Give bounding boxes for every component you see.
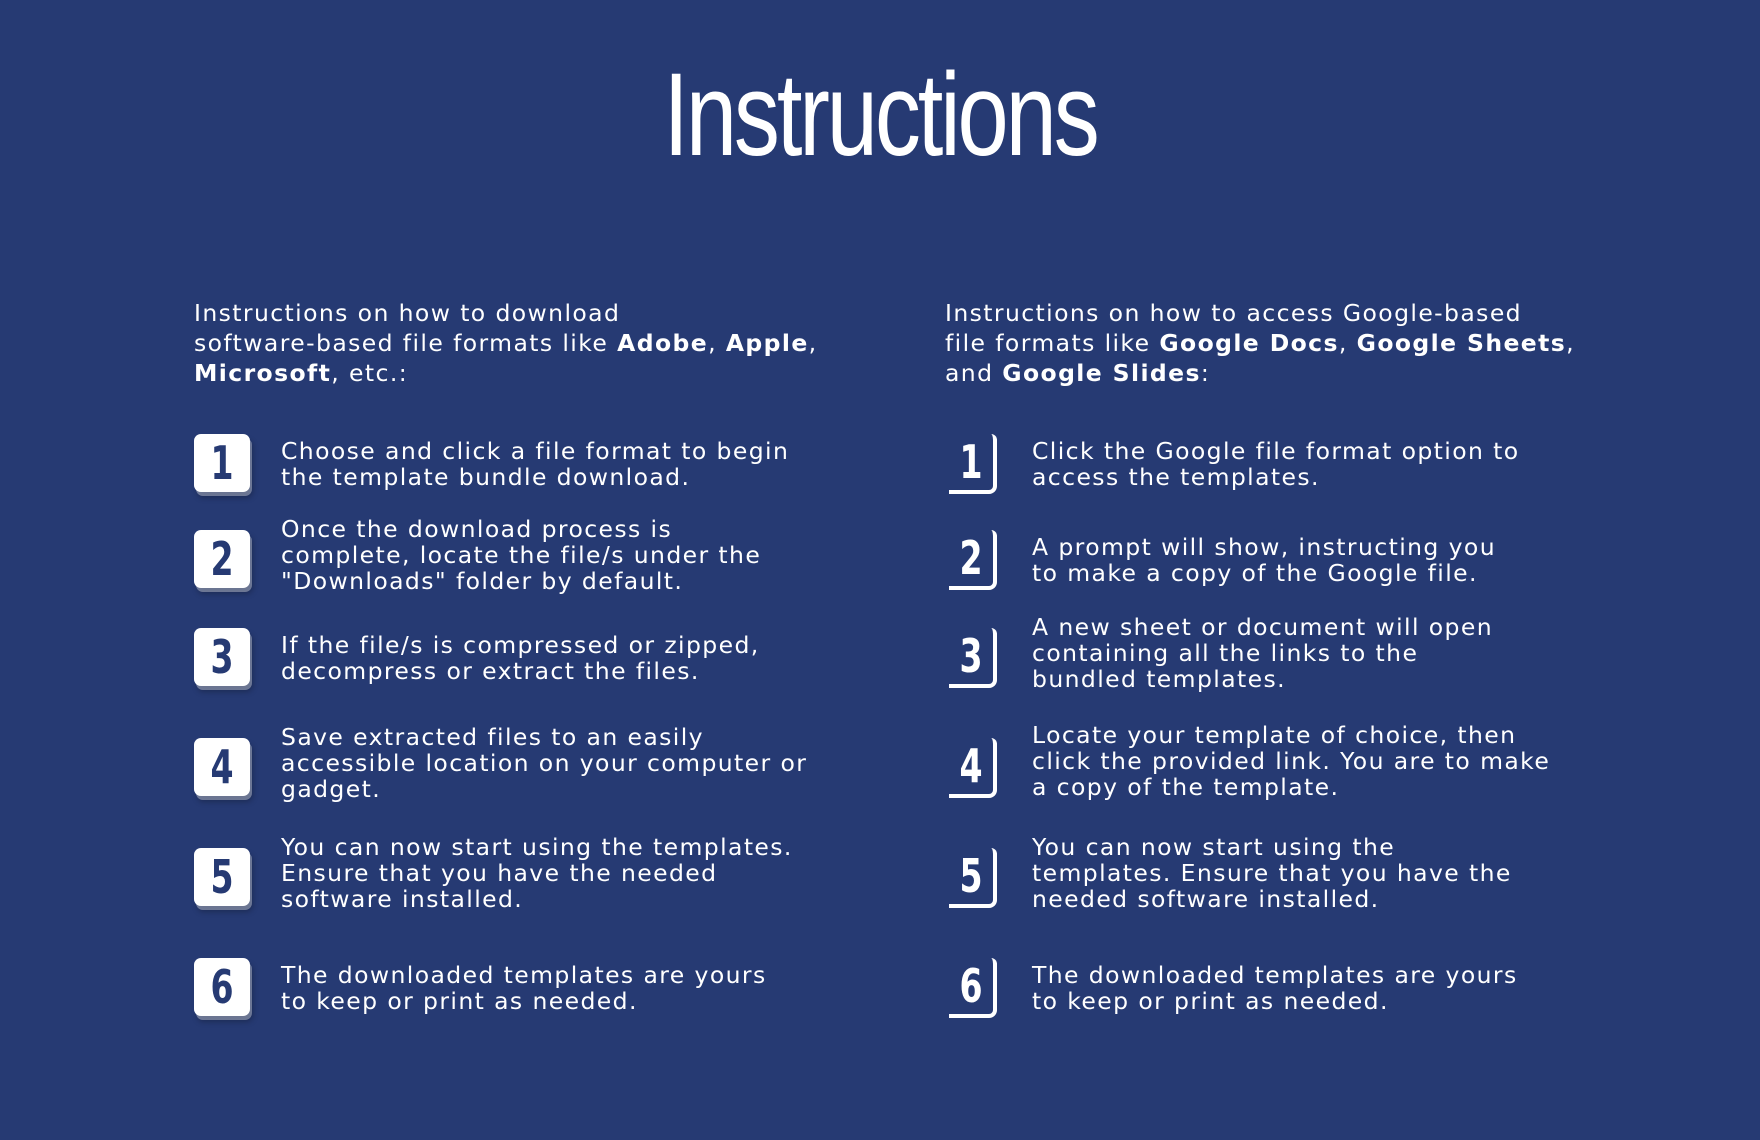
page-title: Instructions bbox=[663, 49, 1097, 181]
intro-text: , bbox=[808, 329, 818, 357]
intro-text: Instructions on how to access Google-based bbox=[945, 299, 1522, 327]
software-instructions-column bbox=[194, 298, 834, 1015]
step-number-badge: 6 bbox=[194, 958, 250, 1016]
step-text: A prompt will show, instructing you to make a copy of the Google file. bbox=[1032, 533, 1496, 587]
intro-highlight: Microsoft bbox=[194, 359, 332, 387]
step-text: A new sheet or document will open containing all the links to the bundled templates. bbox=[1032, 613, 1493, 693]
step-number-badge: 1 bbox=[194, 434, 250, 492]
intro-text: and bbox=[945, 359, 1003, 387]
intro-highlight: Google Docs bbox=[1159, 329, 1339, 357]
step-text: Locate your template of choice, then click the provided link. You are to make a copy of the template. bbox=[1032, 721, 1551, 801]
step-number-badge: 5 bbox=[194, 848, 250, 906]
intro-text: , etc.: bbox=[331, 359, 409, 387]
intro-text: : bbox=[1200, 359, 1211, 387]
intro-highlight: Adobe bbox=[617, 329, 709, 357]
google-intro bbox=[945, 298, 1605, 388]
software-intro bbox=[194, 298, 834, 388]
step-number-bracket: 4 bbox=[949, 738, 997, 798]
step-text: Choose and click a file format to begin the template bundle download. bbox=[281, 437, 790, 491]
step-number-bracket: 1 bbox=[949, 434, 997, 494]
step-number-badge: 2 bbox=[194, 530, 250, 588]
step-number-bracket: 6 bbox=[949, 958, 997, 1018]
intro-highlight: Apple bbox=[725, 329, 809, 357]
intro-text: , bbox=[708, 329, 726, 357]
intro-text: Instructions on how to download bbox=[194, 299, 621, 327]
step-number-badge: 4 bbox=[194, 738, 250, 796]
step-text: The downloaded templates are yours to keep or print as needed. bbox=[1032, 961, 1518, 1015]
step-text: Once the download process is complete, locate the file/s under the "Downloads" folder by default. bbox=[281, 515, 762, 595]
intro-text: file formats like bbox=[945, 329, 1160, 357]
step-number-bracket: 2 bbox=[949, 530, 997, 590]
step-text: The downloaded templates are yours to keep or print as needed. bbox=[281, 961, 767, 1015]
step-text: Click the Google file format option to access the templates. bbox=[1032, 437, 1520, 491]
intro-text: software-based file formats like bbox=[194, 329, 618, 357]
step-text: Save extracted files to an easily accessible location on your computer or gadget. bbox=[281, 723, 808, 803]
intro-text: , bbox=[1566, 329, 1576, 357]
step-number-bracket: 5 bbox=[949, 848, 997, 908]
step-text: You can now start using the templates. Ensure that you have the needed software installed. bbox=[281, 833, 793, 913]
step-text: If the file/s is compressed or zipped, decompress or extract the files. bbox=[281, 631, 760, 685]
intro-highlight: Google Sheets bbox=[1356, 329, 1567, 357]
intro-highlight: Google Slides bbox=[1002, 359, 1201, 387]
google-instructions-column bbox=[945, 298, 1605, 1015]
step-text: You can now start using the templates. Ensure that you have the needed software installed. bbox=[1032, 833, 1512, 913]
step-number-badge: 3 bbox=[194, 628, 250, 686]
intro-text: , bbox=[1338, 329, 1357, 357]
step-number-bracket: 3 bbox=[949, 628, 997, 688]
